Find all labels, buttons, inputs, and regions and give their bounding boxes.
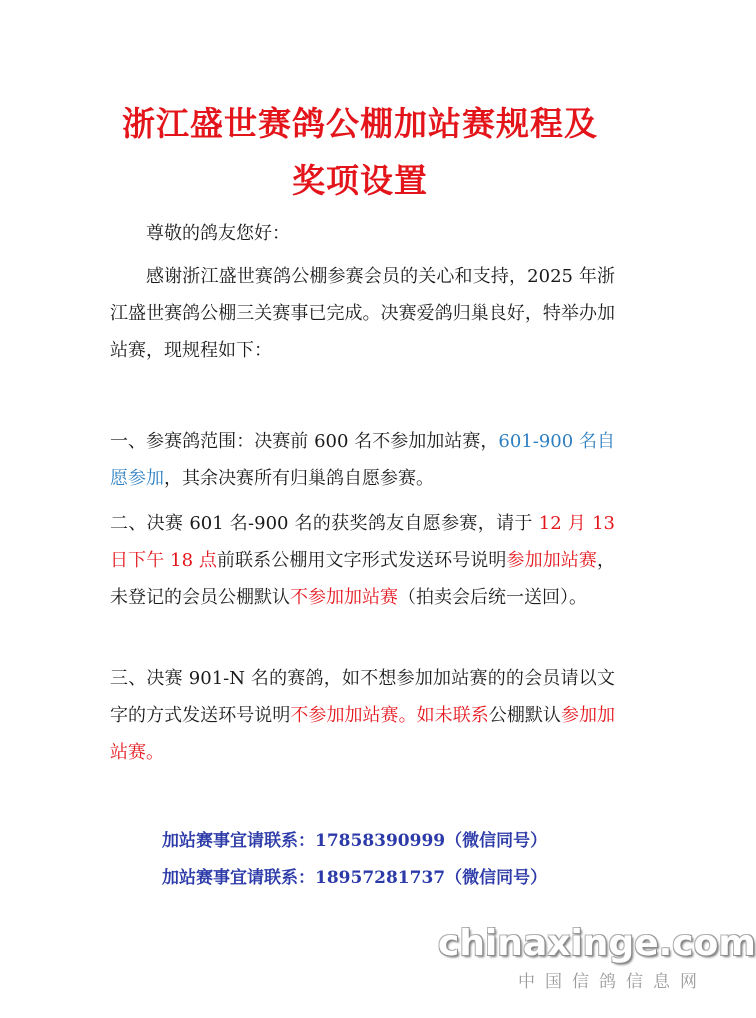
rule-2-text-c: 前联系公棚用文字形式发送环号说明 [216, 550, 507, 571]
rule-2-text-a: 二、决赛 601 名-900 名的获奖鸽友自愿参赛，请于 [110, 513, 539, 534]
rule-3-text-c: 公棚默认 [488, 705, 561, 726]
contact-line-2: 加站赛事宜请联系：18957281737（微信同号） [162, 868, 548, 888]
rule-1-text-c: ，其余决赛所有归巢鸽自愿参赛。 [164, 468, 434, 489]
rule-3-join-highlight: 参加加站赛。 [110, 705, 616, 763]
contact-line-1: 加站赛事宜请联系：17858390999（微信同号） [162, 831, 548, 851]
rule-1-text-a: 一、参赛鸽范围：决赛前 600 名不参加加站赛， [110, 431, 499, 452]
rule-2-text-g: （拍卖会后统一送回）。 [398, 587, 587, 608]
rule-item-3 [110, 660, 615, 771]
watermark-domain: chinaxinge.com [438, 923, 756, 964]
rule-2-text-e: ，未登记的会员公棚默认 [110, 550, 616, 608]
page-title-line-2: 奖项设置 [292, 161, 428, 200]
rule-item-2 [110, 505, 615, 616]
rule-2-deadline: 12 月 13 日下午 18 点 [110, 513, 615, 571]
watermark-site-name: 中国信鸽信息网 [518, 972, 707, 992]
rule-2-join-highlight: 参加加站赛 [506, 550, 598, 571]
rule-3-nojoin-highlight: 不参加加站赛。如未联系 [290, 705, 489, 726]
intro-paragraph: 感谢浙江盛世赛鸽公棚参赛会员的关心和支持，2025 年浙江盛世赛鸽公棚三关赛事已完成。决赛爱鸽归巢良好，特举办加站赛，现规程如下： [110, 266, 615, 361]
rule-1-highlight: 601-900 名自愿参加 [110, 431, 615, 489]
rule-2-nojoin-highlight: 不参加加站赛 [290, 587, 398, 608]
page-title-line-1: 浙江盛世赛鸽公棚加站赛规程及 [122, 104, 598, 143]
greeting-text: 尊敬的鸽友您好： [146, 223, 290, 244]
rule-3-text-a: 三、决赛 901-N 名的赛鸽，如不想参加加站赛的的会员请以文字的方式发送环号说明 [110, 668, 615, 726]
rule-item-1 [110, 423, 615, 497]
